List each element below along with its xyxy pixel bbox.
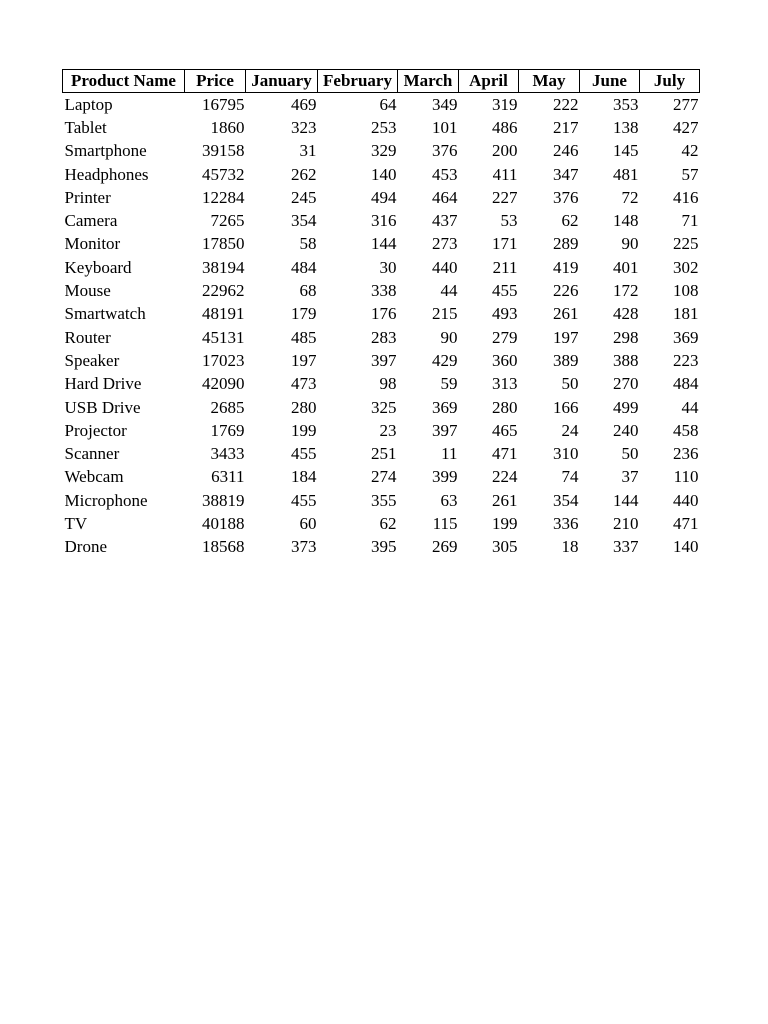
value-cell: 376 bbox=[432, 141, 458, 161]
product-name-cell: Microphone bbox=[64, 490, 148, 510]
value-cell: 199 bbox=[492, 513, 518, 533]
value-cell: 261 bbox=[492, 490, 518, 510]
value-cell: 253 bbox=[371, 117, 397, 137]
value-cell: 144 bbox=[613, 490, 639, 510]
table-row bbox=[63, 303, 700, 326]
value-cell: 481 bbox=[613, 164, 639, 184]
value-cell: 217 bbox=[553, 117, 579, 137]
value-cell: 473 bbox=[291, 374, 317, 394]
value-cell: 98 bbox=[379, 374, 397, 394]
value-cell: 222 bbox=[553, 94, 579, 114]
value-cell: 273 bbox=[432, 234, 458, 254]
value-cell: 42090 bbox=[202, 374, 245, 394]
value-cell: 226 bbox=[553, 281, 579, 301]
value-cell: 74 bbox=[561, 467, 579, 487]
column-header: May bbox=[519, 70, 580, 93]
product-name-cell: Camera bbox=[64, 211, 118, 231]
value-cell: 316 bbox=[371, 211, 397, 231]
product-sales-table bbox=[62, 69, 700, 559]
value-cell: 323 bbox=[291, 117, 317, 137]
value-cell: 38819 bbox=[202, 490, 245, 510]
value-cell: 17850 bbox=[202, 234, 245, 254]
product-name-cell: Mouse bbox=[64, 281, 111, 301]
value-cell: 110 bbox=[673, 467, 699, 487]
value-cell: 68 bbox=[299, 281, 317, 301]
value-cell: 31 bbox=[299, 141, 317, 161]
value-cell: 181 bbox=[673, 304, 699, 324]
value-cell: 399 bbox=[432, 467, 458, 487]
value-cell: 437 bbox=[432, 211, 458, 231]
product-name-cell: Keyboard bbox=[64, 257, 132, 277]
value-cell: 428 bbox=[613, 304, 639, 324]
value-cell: 30 bbox=[379, 257, 397, 277]
column-header: January bbox=[246, 70, 318, 93]
value-cell: 469 bbox=[291, 94, 317, 114]
table-header bbox=[63, 70, 700, 93]
value-cell: 298 bbox=[613, 327, 639, 347]
value-cell: 60 bbox=[299, 513, 317, 533]
value-cell: 23 bbox=[379, 420, 397, 440]
value-cell: 302 bbox=[673, 257, 699, 277]
value-cell: 44 bbox=[440, 281, 458, 301]
value-cell: 325 bbox=[371, 397, 397, 417]
value-cell: 40188 bbox=[202, 513, 245, 533]
value-cell: 369 bbox=[432, 397, 458, 417]
value-cell: 246 bbox=[553, 141, 579, 161]
value-cell: 458 bbox=[673, 420, 699, 440]
value-cell: 45732 bbox=[202, 164, 245, 184]
table-row bbox=[63, 163, 700, 186]
header-row bbox=[63, 70, 700, 93]
value-cell: 2685 bbox=[210, 397, 245, 417]
value-cell: 419 bbox=[553, 257, 579, 277]
value-cell: 493 bbox=[492, 304, 518, 324]
table-row bbox=[63, 536, 700, 559]
value-cell: 465 bbox=[492, 420, 518, 440]
value-cell: 148 bbox=[613, 211, 639, 231]
value-cell: 227 bbox=[492, 187, 518, 207]
product-name-cell: Tablet bbox=[64, 117, 107, 137]
value-cell: 12284 bbox=[202, 187, 245, 207]
value-cell: 115 bbox=[432, 513, 458, 533]
value-cell: 269 bbox=[432, 537, 458, 557]
value-cell: 64 bbox=[379, 94, 397, 114]
value-cell: 355 bbox=[371, 490, 397, 510]
value-cell: 310 bbox=[553, 444, 579, 464]
table-row bbox=[63, 209, 700, 232]
value-cell: 329 bbox=[371, 141, 397, 161]
value-cell: 144 bbox=[371, 234, 397, 254]
value-cell: 62 bbox=[379, 513, 397, 533]
column-header: February bbox=[318, 70, 398, 93]
value-cell: 429 bbox=[432, 350, 458, 370]
value-cell: 245 bbox=[291, 187, 317, 207]
value-cell: 58 bbox=[299, 234, 317, 254]
product-name-cell: Smartphone bbox=[64, 141, 147, 161]
value-cell: 184 bbox=[291, 467, 317, 487]
table-row bbox=[63, 93, 700, 117]
product-name-cell: Router bbox=[64, 327, 111, 347]
value-cell: 223 bbox=[673, 350, 699, 370]
value-cell: 471 bbox=[673, 513, 699, 533]
value-cell: 261 bbox=[553, 304, 579, 324]
value-cell: 71 bbox=[681, 211, 699, 231]
value-cell: 18568 bbox=[202, 537, 245, 557]
value-cell: 59 bbox=[440, 374, 458, 394]
value-cell: 484 bbox=[673, 374, 699, 394]
value-cell: 16795 bbox=[202, 94, 245, 114]
table-row bbox=[63, 466, 700, 489]
value-cell: 225 bbox=[673, 234, 699, 254]
value-cell: 53 bbox=[500, 211, 518, 231]
value-cell: 6311 bbox=[211, 467, 245, 487]
value-cell: 45131 bbox=[202, 327, 245, 347]
column-header: April bbox=[459, 70, 519, 93]
product-name-cell: Hard Drive bbox=[64, 374, 142, 394]
value-cell: 338 bbox=[371, 281, 397, 301]
column-header: Price bbox=[185, 70, 246, 93]
value-cell: 401 bbox=[613, 257, 639, 277]
product-name-cell: Scanner bbox=[64, 444, 120, 464]
value-cell: 354 bbox=[291, 211, 317, 231]
value-cell: 240 bbox=[613, 420, 639, 440]
table-row bbox=[63, 233, 700, 256]
product-name-cell: Smartwatch bbox=[64, 304, 146, 324]
value-cell: 3433 bbox=[210, 444, 245, 464]
column-header: June bbox=[580, 70, 640, 93]
value-cell: 397 bbox=[371, 350, 397, 370]
value-cell: 72 bbox=[621, 187, 639, 207]
column-header: Product Name bbox=[63, 70, 185, 93]
value-cell: 270 bbox=[613, 374, 639, 394]
value-cell: 347 bbox=[553, 164, 579, 184]
table-row bbox=[63, 442, 700, 465]
table-row bbox=[63, 140, 700, 163]
value-cell: 453 bbox=[432, 164, 458, 184]
product-name-cell: TV bbox=[64, 513, 88, 533]
product-name-cell: USB Drive bbox=[64, 397, 141, 417]
value-cell: 179 bbox=[291, 304, 317, 324]
value-cell: 395 bbox=[371, 537, 397, 557]
value-cell: 138 bbox=[613, 117, 639, 137]
value-cell: 397 bbox=[432, 420, 458, 440]
value-cell: 7265 bbox=[210, 211, 245, 231]
value-cell: 22962 bbox=[202, 281, 245, 301]
value-cell: 484 bbox=[291, 257, 317, 277]
value-cell: 42 bbox=[681, 141, 699, 161]
table-row bbox=[63, 489, 700, 512]
value-cell: 305 bbox=[492, 537, 518, 557]
value-cell: 62 bbox=[561, 211, 579, 231]
value-cell: 389 bbox=[553, 350, 579, 370]
value-cell: 440 bbox=[432, 257, 458, 277]
column-header: July bbox=[640, 70, 700, 93]
value-cell: 24 bbox=[561, 420, 579, 440]
product-name-cell: Printer bbox=[64, 187, 111, 207]
value-cell: 48191 bbox=[202, 304, 245, 324]
value-cell: 494 bbox=[371, 187, 397, 207]
value-cell: 471 bbox=[492, 444, 518, 464]
value-cell: 101 bbox=[432, 117, 458, 137]
value-cell: 37 bbox=[621, 467, 639, 487]
value-cell: 427 bbox=[673, 117, 699, 137]
value-cell: 289 bbox=[553, 234, 579, 254]
value-cell: 376 bbox=[553, 187, 579, 207]
value-cell: 369 bbox=[673, 327, 699, 347]
value-cell: 210 bbox=[613, 513, 639, 533]
value-cell: 18 bbox=[561, 537, 579, 557]
value-cell: 63 bbox=[440, 490, 458, 510]
value-cell: 262 bbox=[291, 164, 317, 184]
value-cell: 319 bbox=[492, 94, 518, 114]
value-cell: 416 bbox=[673, 187, 699, 207]
value-cell: 44 bbox=[681, 397, 699, 417]
value-cell: 455 bbox=[492, 281, 518, 301]
value-cell: 353 bbox=[613, 94, 639, 114]
value-cell: 440 bbox=[673, 490, 699, 510]
value-cell: 50 bbox=[561, 374, 579, 394]
table-body bbox=[63, 93, 700, 559]
table-row bbox=[63, 186, 700, 209]
product-name-cell: Headphones bbox=[64, 164, 149, 184]
value-cell: 171 bbox=[492, 234, 518, 254]
value-cell: 140 bbox=[673, 537, 699, 557]
value-cell: 1860 bbox=[210, 117, 245, 137]
value-cell: 283 bbox=[371, 327, 397, 347]
value-cell: 360 bbox=[492, 350, 518, 370]
value-cell: 336 bbox=[553, 513, 579, 533]
product-name-cell: Webcam bbox=[64, 467, 124, 487]
value-cell: 1769 bbox=[210, 420, 245, 440]
product-name-cell: Projector bbox=[64, 420, 127, 440]
value-cell: 279 bbox=[492, 327, 518, 347]
value-cell: 172 bbox=[613, 281, 639, 301]
table-row bbox=[63, 373, 700, 396]
value-cell: 337 bbox=[613, 537, 639, 557]
value-cell: 57 bbox=[681, 164, 699, 184]
value-cell: 197 bbox=[291, 350, 317, 370]
value-cell: 277 bbox=[673, 94, 699, 114]
value-cell: 17023 bbox=[202, 350, 245, 370]
value-cell: 145 bbox=[613, 141, 639, 161]
value-cell: 251 bbox=[371, 444, 397, 464]
product-name-cell: Laptop bbox=[64, 94, 113, 114]
value-cell: 388 bbox=[613, 350, 639, 370]
value-cell: 280 bbox=[492, 397, 518, 417]
value-cell: 200 bbox=[492, 141, 518, 161]
table-row bbox=[63, 419, 700, 442]
table-row bbox=[63, 326, 700, 349]
value-cell: 411 bbox=[492, 164, 518, 184]
value-cell: 455 bbox=[291, 444, 317, 464]
table-row bbox=[63, 349, 700, 372]
value-cell: 373 bbox=[291, 537, 317, 557]
value-cell: 499 bbox=[613, 397, 639, 417]
value-cell: 236 bbox=[673, 444, 699, 464]
value-cell: 197 bbox=[553, 327, 579, 347]
value-cell: 108 bbox=[673, 281, 699, 301]
value-cell: 464 bbox=[432, 187, 458, 207]
value-cell: 313 bbox=[492, 374, 518, 394]
product-name-cell: Monitor bbox=[64, 234, 121, 254]
table-row bbox=[63, 256, 700, 279]
table-row bbox=[63, 279, 700, 302]
value-cell: 90 bbox=[621, 234, 639, 254]
value-cell: 349 bbox=[432, 94, 458, 114]
value-cell: 215 bbox=[432, 304, 458, 324]
value-cell: 354 bbox=[553, 490, 579, 510]
value-cell: 39158 bbox=[202, 141, 245, 161]
table-row bbox=[63, 116, 700, 139]
value-cell: 455 bbox=[291, 490, 317, 510]
value-cell: 224 bbox=[492, 467, 518, 487]
value-cell: 11 bbox=[441, 444, 458, 464]
value-cell: 90 bbox=[440, 327, 458, 347]
table-row bbox=[63, 396, 700, 419]
value-cell: 199 bbox=[291, 420, 317, 440]
value-cell: 176 bbox=[371, 304, 397, 324]
value-cell: 211 bbox=[492, 257, 518, 277]
value-cell: 274 bbox=[371, 467, 397, 487]
table-row bbox=[63, 512, 700, 535]
product-name-cell: Drone bbox=[64, 537, 107, 557]
value-cell: 140 bbox=[371, 164, 397, 184]
value-cell: 486 bbox=[492, 117, 518, 137]
value-cell: 166 bbox=[553, 397, 579, 417]
value-cell: 38194 bbox=[202, 257, 245, 277]
product-name-cell: Speaker bbox=[64, 350, 120, 370]
column-header: March bbox=[398, 70, 459, 93]
value-cell: 485 bbox=[291, 327, 317, 347]
value-cell: 280 bbox=[291, 397, 317, 417]
value-cell: 50 bbox=[621, 444, 639, 464]
